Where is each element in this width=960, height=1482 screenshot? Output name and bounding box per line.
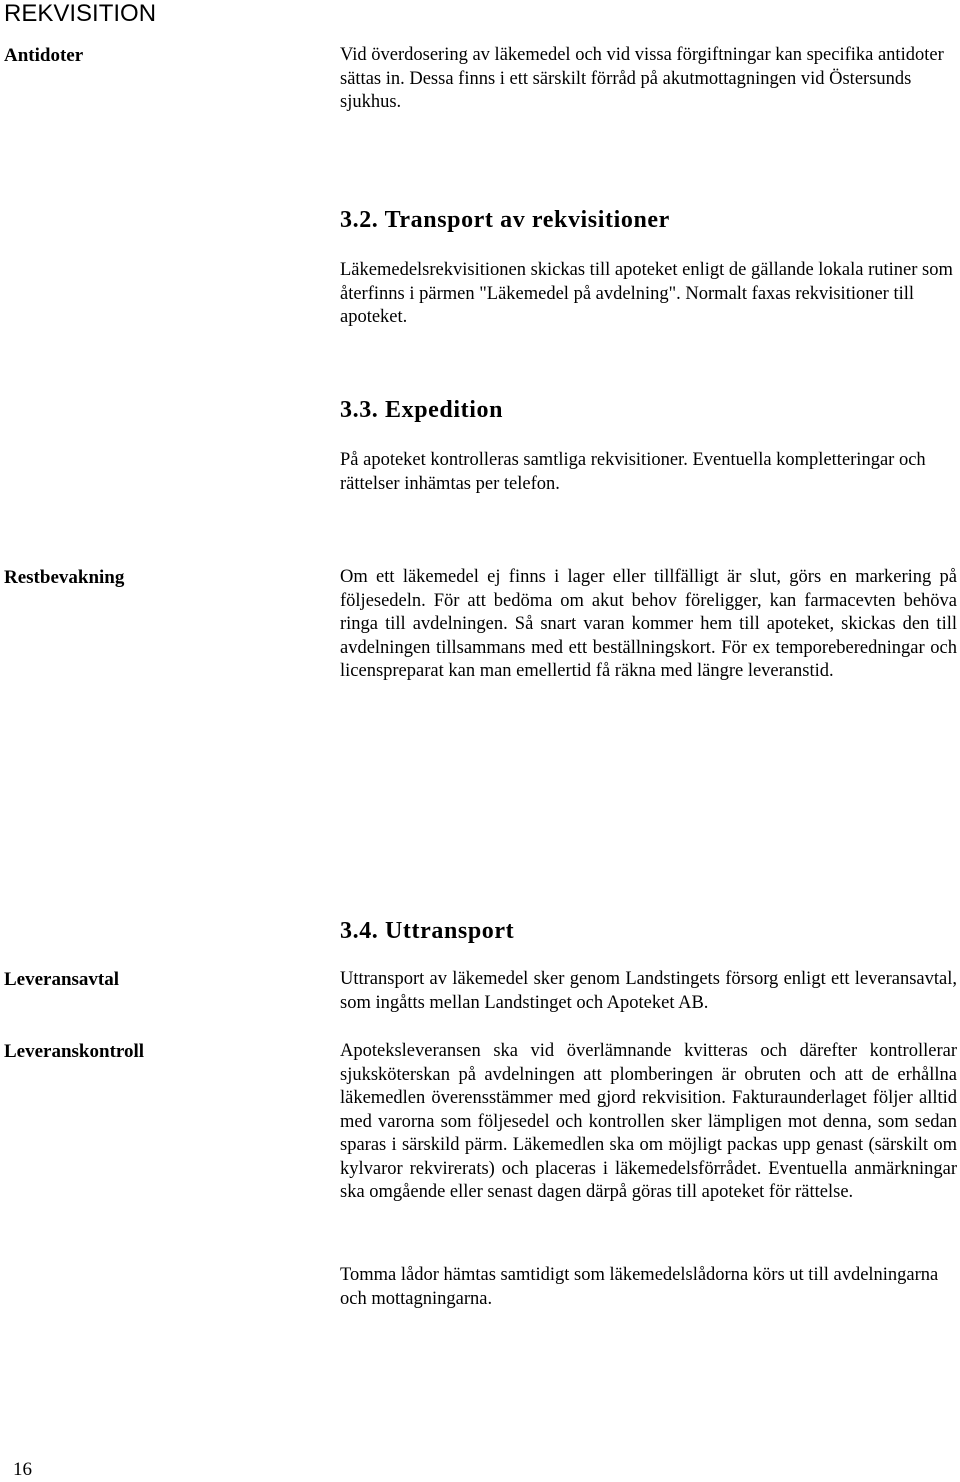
document-title: REKVISITION — [4, 0, 157, 27]
heading-transport: 3.2. Transport av rekvisitioner — [340, 207, 670, 233]
heading-uttransport: 3.4. Uttransport — [340, 918, 515, 944]
paragraph-leveransavtal: Uttransport av läkemedel sker genom Landstingets försorg enligt ett leveransavtal, som ingåtts mellan Landstinget och Apoteket AB. — [340, 969, 957, 1013]
margin-label-restbevakning: Restbevakning — [4, 567, 125, 588]
paragraph-restbevakning: Om ett läkemedel ej finns i lager eller tillfälligt är slut, görs en markering på följesedeln. För att bedöma om akut behov föreligger, kan farmacevten behöva ringa till avdelningen. Så snart varan kommer hem till apoteket, skickas den till avdelningen tillsammans med ett beställningskort. För ex temporeberedningar och licenspreparat kan man emellertid få räkna med längre leveranstid. — [340, 567, 957, 681]
paragraph-transport: Läkemedelsrekvisitionen skickas till apoteket enligt de gällande lokala rutiner som återfinns i pärmen "Läkemedel på avdelning". Normalt faxas rekvisitioner till apoteket. — [340, 260, 953, 327]
page-number: 16 — [13, 1459, 32, 1480]
margin-label-leveransavtal: Leveransavtal — [4, 969, 120, 990]
paragraph-expedition: På apoteket kontrolleras samtliga rekvisitioner. Eventuella kompletteringar och rättelser inhämtas per telefon. — [340, 450, 926, 494]
paragraph-leveranskontroll: Apoteksleveransen ska vid överlämnande kvitteras och därefter kontrollerar sjuksköterskan på avdelningen att plomberingen är obruten och att de erhållna läkemedlen överensstämmer med gjord rekvisition. Fakturaunderlaget följer alltid med varorna som följesedel och kontrollen sker lämpligen mot denna, som sedan sparas i särskild pärm. Läkemedlen ska om möjligt packas upp genast (särskilt om kylvaror rekvirerats) och placeras i läkemedelsförrådet. Eventuella anmärkningar ska omgående eller senast dagen därpå göras till apoteket för rättelse. — [340, 1041, 957, 1202]
paragraph-tomma-lador: Tomma lådor hämtas samtidigt som läkemedelslådorna körs ut till avdelningarna och mottagningarna. — [340, 1265, 939, 1309]
heading-expedition: 3.3. Expedition — [340, 397, 504, 423]
margin-label-antidoter: Antidoter — [4, 45, 84, 66]
paragraph-antidoter: Vid överdosering av läkemedel och vid vissa förgiftningar kan specifika antidoter sättas in. Dessa finns i ett särskilt förråd på akutmottagningen vid Östersunds sjukhus. — [340, 45, 944, 112]
margin-label-leveranskontroll: Leveranskontroll — [4, 1041, 145, 1062]
